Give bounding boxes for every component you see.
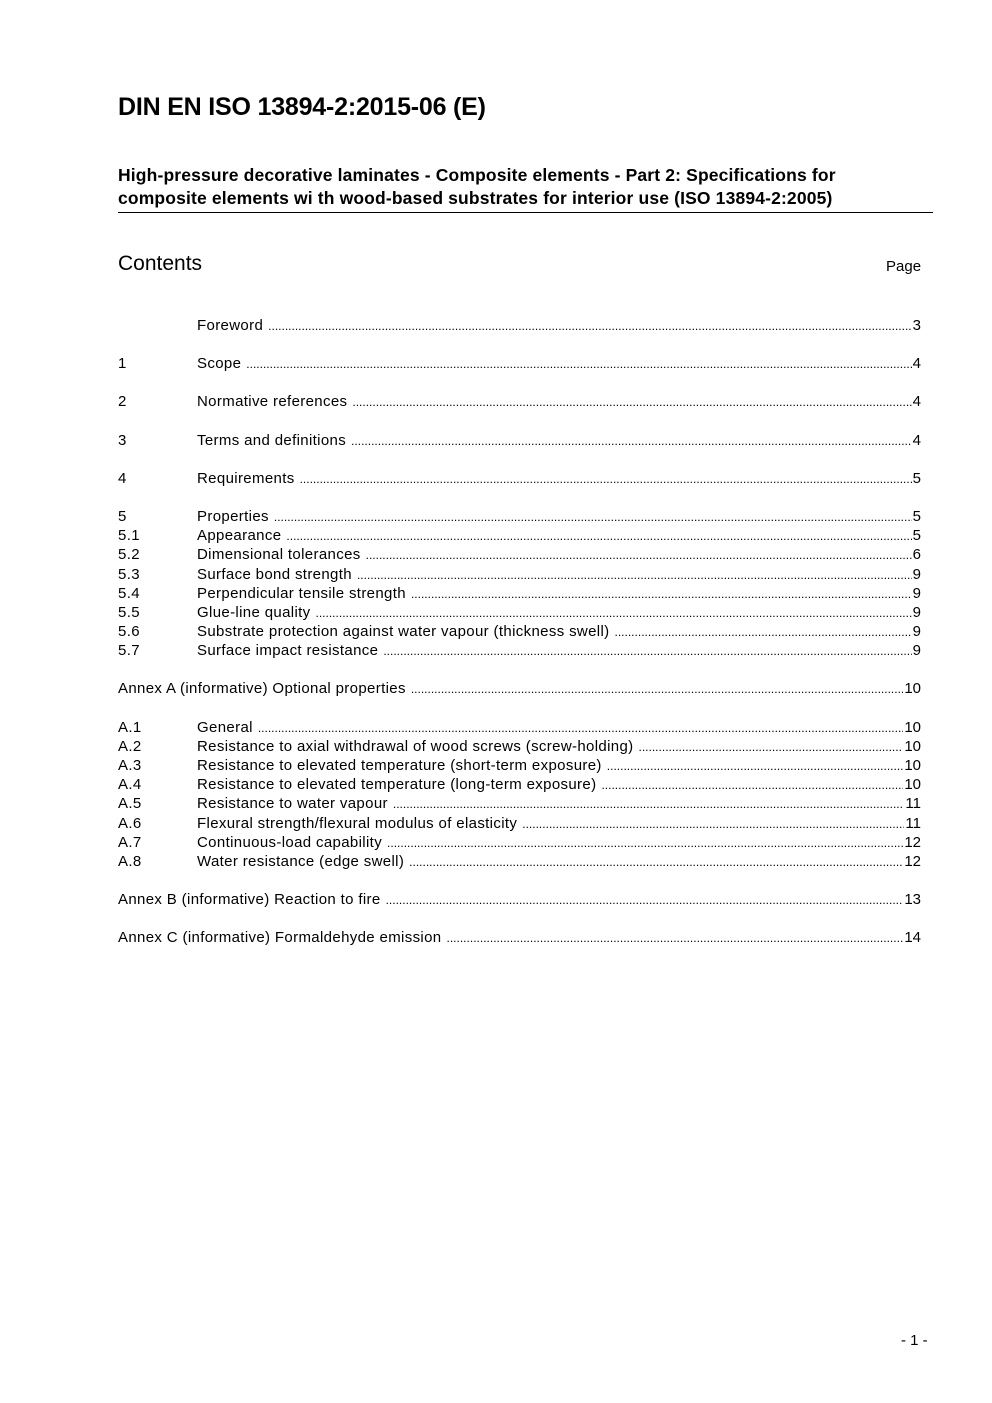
toc-entry-number: 4 — [118, 469, 127, 487]
subtitle-line-1: High-pressure decorative laminates - Composite elements - Part 2: Specifications for — [118, 165, 836, 185]
toc-entry-label: Surface impact resistance — [197, 642, 379, 660]
toc-entry-page: 6 — [912, 546, 921, 564]
toc-entry-number: 5.5 — [118, 603, 140, 621]
dot-leader — [300, 470, 912, 488]
toc-entry-page: 9 — [912, 584, 921, 602]
toc-entry-dimensional-tolerances[interactable] — [118, 545, 921, 564]
dot-leader — [522, 815, 904, 833]
dot-leader — [411, 585, 912, 603]
dot-leader — [409, 853, 903, 871]
toc-entry-page: 12 — [904, 833, 921, 851]
toc-entry-surface-bond-strength[interactable] — [118, 565, 921, 584]
toc-entry-label: Properties — [197, 507, 269, 525]
toc-entry-elevated-temperature-long[interactable] — [118, 775, 921, 794]
toc-entry-label: Resistance to elevated temperature (long-term exposure) — [197, 776, 597, 794]
toc-entry-label: Continuous-load capability — [197, 833, 383, 851]
toc-entry-flexural-strength[interactable] — [118, 814, 921, 833]
toc-entry-page: 4 — [912, 355, 921, 373]
toc-entry-label: Glue-line quality — [197, 603, 311, 621]
toc-entry-number: 3 — [118, 431, 127, 449]
toc-entry-label: Foreword — [197, 317, 264, 334]
toc-entry-page: 5 — [912, 507, 921, 525]
toc-entry-label: Annex A (informative) Optional properties — [118, 680, 406, 698]
dot-leader — [393, 795, 905, 813]
dot-leader — [601, 776, 903, 794]
toc-entry-label: Normative references — [197, 393, 348, 411]
toc-entry-label: Surface bond strength — [197, 565, 352, 583]
toc-entry-page: 14 — [904, 929, 921, 947]
toc-entry-page: 10 — [904, 757, 921, 774]
toc-entry-general[interactable] — [118, 718, 921, 737]
toc-entry-page: 4 — [912, 431, 921, 449]
toc-entry-number: A.6 — [118, 814, 142, 832]
page-column-heading: Page — [886, 258, 922, 275]
toc-entry-number: 5.4 — [118, 584, 140, 602]
toc-entry-label: Resistance to water vapour — [197, 795, 388, 813]
table-of-contents — [118, 316, 921, 948]
dot-leader — [351, 432, 912, 450]
dot-leader — [316, 604, 912, 622]
toc-entry-label: Resistance to axial withdrawal of wood screws (screw-holding) — [197, 737, 634, 755]
toc-entry-screw-holding[interactable] — [118, 737, 921, 756]
toc-entry-number: A.7 — [118, 833, 142, 851]
toc-entry-foreword[interactable] — [118, 316, 921, 335]
dot-leader — [357, 566, 912, 584]
toc-entry-requirements[interactable] — [118, 469, 921, 488]
document-subtitle — [118, 164, 933, 213]
toc-entry-number: 1 — [118, 355, 127, 373]
dot-leader — [258, 719, 903, 737]
dot-leader — [447, 929, 904, 947]
toc-entry-terms-and-definitions[interactable] — [118, 431, 921, 450]
toc-entry-number: 5 — [118, 507, 127, 525]
dot-leader — [639, 738, 904, 756]
toc-entry-label: Appearance — [197, 527, 282, 545]
toc-entry-annex-c[interactable] — [118, 928, 921, 947]
toc-entry-perpendicular-tensile-strength[interactable] — [118, 584, 921, 603]
toc-entry-glue-line-quality[interactable] — [118, 603, 921, 622]
toc-entry-page: 9 — [912, 603, 921, 621]
toc-entry-properties[interactable] — [118, 507, 921, 526]
toc-entry-number: 5.1 — [118, 527, 140, 545]
toc-entry-water-resistance[interactable] — [118, 852, 921, 871]
contents-heading: Contents — [118, 252, 203, 275]
toc-entry-label: General — [197, 718, 253, 736]
toc-entry-label: Dimensional tolerances — [197, 546, 361, 564]
subtitle-line-2: composite elements wi th wood-based substrates for interior use (ISO 13894-2:2005) — [118, 188, 833, 208]
document-title: DIN EN ISO 13894-2:2015-06 (E) — [118, 93, 486, 121]
toc-entry-label: Requirements — [197, 469, 295, 487]
dot-leader — [615, 623, 912, 641]
toc-entry-number: 5.7 — [118, 642, 140, 660]
dot-leader — [366, 546, 912, 564]
dot-leader — [274, 508, 912, 526]
dot-leader — [383, 642, 911, 660]
toc-entry-label: Terms and definitions — [197, 431, 347, 449]
toc-entry-number: 5.2 — [118, 546, 140, 564]
dot-leader — [268, 317, 912, 335]
toc-entry-label: Resistance to elevated temperature (short-term exposure) — [197, 757, 602, 774]
toc-entry-annex-a[interactable] — [118, 679, 921, 698]
dot-leader — [246, 355, 911, 373]
dot-leader — [411, 680, 903, 698]
toc-entry-page: 5 — [912, 469, 921, 487]
toc-entry-number: A.2 — [118, 737, 142, 755]
toc-entry-page: 5 — [912, 527, 921, 545]
toc-entry-number: 2 — [118, 393, 127, 411]
toc-entry-page: 3 — [912, 317, 921, 334]
dot-leader — [387, 834, 903, 852]
toc-entry-substrate-protection[interactable] — [118, 622, 921, 641]
toc-entry-label: Annex B (informative) Reaction to fire — [118, 891, 381, 909]
toc-entry-scope[interactable] — [118, 354, 921, 373]
toc-entry-page: 12 — [904, 852, 921, 870]
toc-entry-label: Water resistance (edge swell) — [197, 852, 405, 870]
toc-entry-elevated-temperature-short[interactable] — [118, 756, 921, 775]
toc-entry-number: A.8 — [118, 852, 142, 870]
toc-entry-label: Flexural strength/flexural modulus of elasticity — [197, 814, 518, 832]
toc-entry-label: Perpendicular tensile strength — [197, 584, 406, 602]
toc-entry-label: Substrate protection against water vapour (thickness swell) — [197, 623, 610, 641]
toc-entry-page: 9 — [912, 565, 921, 583]
page-number: - 1 - — [901, 1332, 928, 1349]
toc-entry-page: 10 — [904, 718, 921, 736]
toc-entry-page: 11 — [905, 795, 921, 813]
toc-entry-number: A.3 — [118, 757, 142, 774]
toc-entry-water-vapour[interactable] — [118, 794, 921, 813]
toc-entry-number: A.1 — [118, 718, 142, 736]
toc-entry-page: 13 — [904, 891, 921, 909]
toc-entry-page: 9 — [912, 642, 921, 660]
toc-entry-label: Annex C (informative) Formaldehyde emission — [118, 929, 442, 947]
toc-entry-page: 10 — [904, 737, 921, 755]
toc-entry-page: 11 — [905, 814, 921, 832]
dot-leader — [607, 757, 904, 775]
toc-entry-number: A.4 — [118, 776, 142, 794]
toc-entry-number: 5.6 — [118, 623, 140, 641]
toc-entry-label: Scope — [197, 355, 242, 373]
toc-entry-surface-impact-resistance[interactable] — [118, 641, 921, 660]
dot-leader — [352, 393, 911, 411]
toc-entry-page: 10 — [904, 680, 921, 698]
toc-entry-page: 10 — [904, 776, 921, 794]
toc-entry-number: A.5 — [118, 795, 142, 813]
toc-entry-continuous-load[interactable] — [118, 833, 921, 852]
toc-entry-number: 5.3 — [118, 565, 140, 583]
toc-entry-page: 4 — [912, 393, 921, 411]
toc-entry-annex-b[interactable] — [118, 890, 921, 909]
dot-leader — [386, 891, 904, 909]
dot-leader — [286, 527, 911, 545]
toc-entry-normative-references[interactable] — [118, 392, 921, 411]
toc-entry-page: 9 — [912, 623, 921, 641]
toc-entry-appearance[interactable] — [118, 526, 921, 545]
